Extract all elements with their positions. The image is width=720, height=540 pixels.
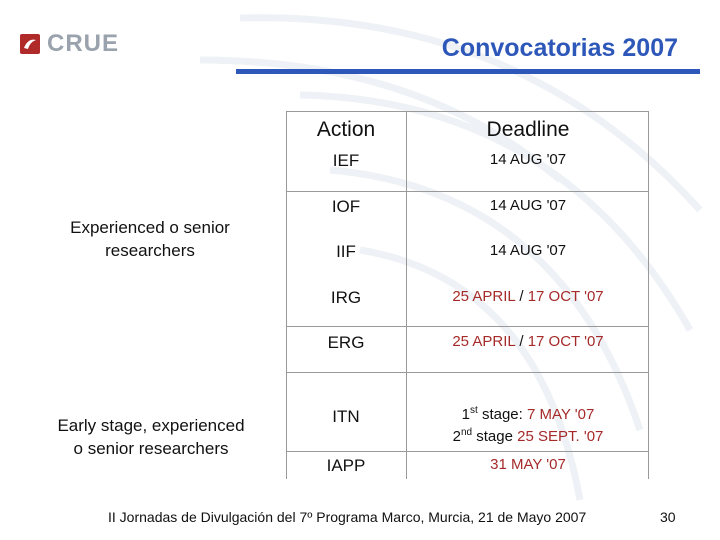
crue-logo: [20, 30, 119, 58]
action-cell: IIF: [336, 242, 356, 261]
table-border-top: [286, 111, 649, 112]
slide-title: Convocatorias 2007: [441, 34, 678, 62]
deadline-cell: [407, 333, 649, 350]
stage-date: 7 MAY '07: [526, 406, 595, 423]
group-label-line: researchers: [105, 241, 195, 260]
group-label-early-stage: [40, 414, 262, 460]
table-row-divider: [286, 326, 649, 327]
deadline-cell: [407, 288, 649, 305]
deadline-cell: 14 AUG '07: [489, 197, 567, 214]
deadline-line: [407, 405, 649, 423]
group-label-line: o senior researchers: [73, 439, 229, 458]
title-underline: [236, 69, 700, 74]
stage-ordinal: 1: [461, 406, 470, 423]
stage-ordinal-suffix: st: [470, 405, 478, 416]
page-number: 30: [660, 509, 676, 525]
action-cell: IEF: [332, 151, 360, 170]
deadline-cell: 14 AUG '07: [489, 242, 567, 259]
table-row-divider: [286, 451, 649, 452]
action-cell: IAPP: [326, 456, 366, 475]
action-cell: IRG: [330, 288, 362, 307]
stage-date: 25 SEPT. '07: [517, 428, 604, 445]
footer-text: II Jornadas de Divulgación del 7º Programa Marco, Murcia, 21 de Mayo 2007: [108, 509, 587, 525]
stage-ordinal-suffix: nd: [460, 427, 473, 438]
action-cell: ITN: [332, 407, 360, 426]
logo-text: CRUE: [47, 30, 120, 57]
table-row-divider: [286, 372, 649, 373]
deadline-first-date: 25 APRIL: [452, 288, 516, 305]
deadline-cell: 14 AUG '07: [489, 151, 567, 168]
crue-logo-mark-icon: [20, 34, 40, 54]
action-cell: IOF: [331, 197, 361, 216]
header-deadline: Deadline: [486, 118, 570, 141]
deadline-cell: [407, 405, 649, 445]
stage-label: stage:: [477, 406, 527, 423]
header-action: Action: [316, 118, 376, 141]
deadline-line: [407, 427, 649, 445]
deadlines-table: [286, 111, 649, 479]
deadline-separator: /: [515, 288, 528, 305]
table-row-divider: [286, 191, 649, 192]
deadline-second-date: 17 OCT '07: [527, 288, 604, 305]
deadline-cell: 31 MAY '07: [490, 456, 566, 473]
group-label-experienced: [52, 216, 248, 262]
stage-label: stage: [472, 428, 518, 445]
deadline-separator: /: [515, 333, 528, 350]
action-cell: ERG: [327, 333, 365, 352]
stage-ordinal: 2: [452, 428, 461, 445]
group-label-line: Experienced o senior: [70, 218, 230, 237]
deadline-first-date: 25 APRIL: [452, 333, 516, 350]
deadline-second-date: 17 OCT '07: [527, 333, 604, 350]
group-label-line: Early stage, experienced: [57, 416, 245, 435]
